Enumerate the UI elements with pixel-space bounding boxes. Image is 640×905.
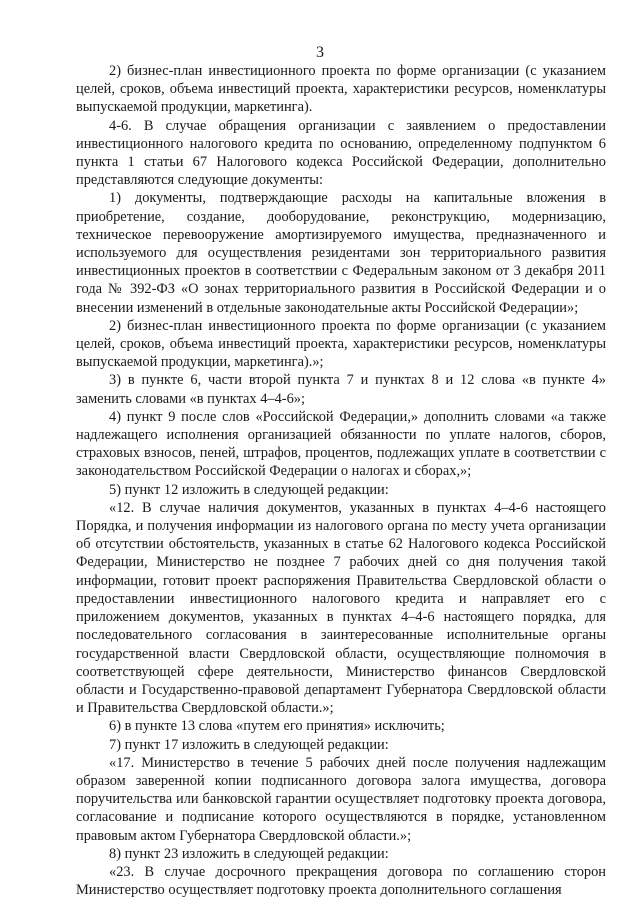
paragraph-business-plan-1: 2) бизнес-план инвестиционного проекта по форме организации (с указанием целей, сроков, объема инвестиций проекта, характеристики ресурсов, номенклатуры выпускаемой продукции, маркетинга). (76, 63, 606, 116)
paragraph-clause-17: «17. Министерство в течение 5 рабочих дней после получения надлежащим образом заверенной копии подписанного договора залога имущества, договора поручительства или банковской гарантии осуществляет подготовку проекта договора, согласование и подписание которого осуществляются в порядке, установленном правовым актом Губернатора Свердловской области.»; (76, 754, 606, 844)
paragraph-amendment-4: 4) пункт 9 после слов «Российской Федерации,» дополнить словами «а также надлежащего исполнения организацией обязанности по уплате налогов, сборов, страховых взносов, пеней, штрафов, процентов, подлежащих уплате в соответствии с законодательством Российской Федерации о налогах и сборах,»; (76, 408, 606, 480)
paragraph-capital-expenses-documents: 1) документы, подтверждающие расходы на капитальные вложения в приобретение, создание, дооборудование, реконструкцию, модернизацию, техническое перевооружение амортизируемого имущества, предназначенного и используемого для осуществления резидентами зон территориального развития инвестиционных проектов в соответствии с Федеральным законом от 3 декабря 2011 года № 392-ФЗ «О зонах территориального развития в Российской Федерации и о внесении изменений в отдельные законодательные акты Российской Федерации»; (76, 190, 606, 316)
paragraph-amendment-8: 8) пункт 23 изложить в следующей редакции: (109, 845, 389, 862)
paragraph-business-plan-2: 2) бизнес-план инвестиционного проекта по форме организации (с указанием целей, сроков, объема инвестиций проекта, характеристики ресурсов, номенклатуры выпускаемой продукции, маркетинга).»; (76, 317, 606, 371)
paragraph-clause-12: «12. В случае наличия документов, указанных в пунктах 4–4-6 настоящего Порядка, и получения информации из налогового органа по месту учета организации об отсутствии обстоятельств, указанных в статье 62 Налогового кодекса Российской Федерации, Министерство не позднее 7 рабочих дней со дня получения такой информации, готовит проект распоряжения Правительства Свердловской области о предоставлении инвестиционного налогового кредита и направляет его с приложением документов, указанных в пунктах 4–4-6 настоящего порядка, для последовательного согласования в заинтересованные исполнительные органы государственной власти Свердловской области, осуществляющие полномочия в соответствующей сфере деятельности, Министерство финансов Свердловской области и Государственно-правовой департамент Губернатора Свердловской области и Правительства Свердловской области.»; (76, 499, 606, 717)
page-number: 3 (316, 44, 324, 61)
paragraph-amendment-5: 5) пункт 12 изложить в следующей редакции: (109, 481, 389, 498)
paragraph-clause-4-6: 4-6. В случае обращения организации с заявлением о предоставлении инвестиционного налогового кредита по основанию, определенному подпунктом 6 пункта 1 статьи 67 Налогового кодекса Российской Федерации, дополнительно представляются следующие документы: (76, 117, 606, 189)
paragraph-amendment-6: 6) в пункте 13 слова «путем его принятия» исключить; (109, 718, 445, 735)
paragraph-amendment-7: 7) пункт 17 изложить в следующей редакции: (109, 736, 389, 753)
document-body (76, 62, 606, 899)
paragraph-amendment-3: 3) в пункте 6, части второй пункта 7 и пунктах 8 и 12 слова «в пункте 4» заменить словами «в пунктах 4–4-6»; (76, 372, 606, 407)
paragraph-clause-23: «23. В случае досрочного прекращения договора по соглашению сторон Министерство осуществляет подготовку проекта дополнительного соглашения (76, 863, 606, 899)
